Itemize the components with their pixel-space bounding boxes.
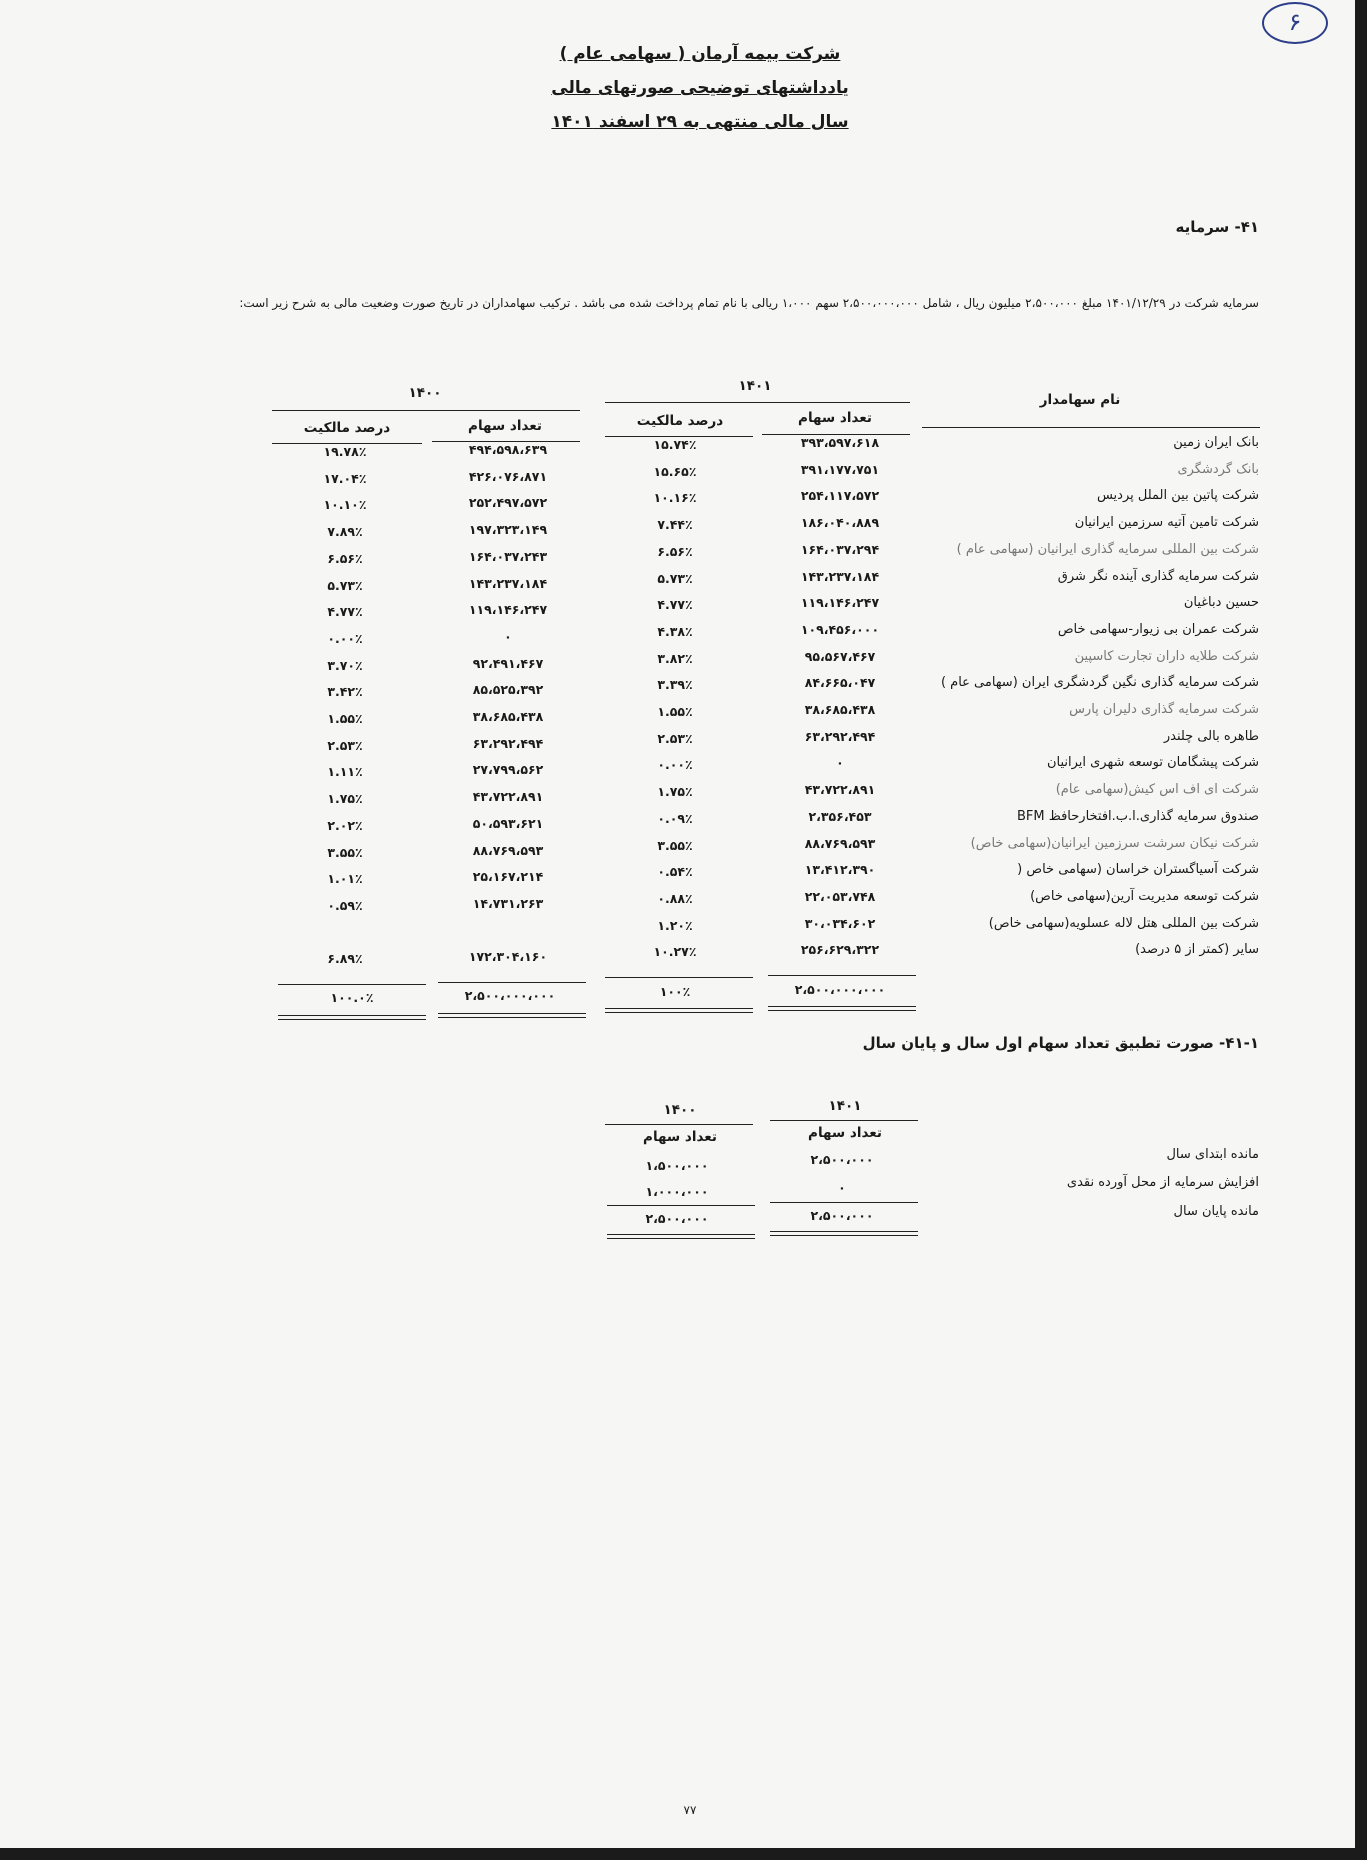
- shareholder-name: شرکت نیکان سرشت سرزمین ایرانیان(سهامی خاص): [970, 835, 1259, 851]
- shareholder-name: حسین دباغیان: [1183, 595, 1259, 611]
- percent-1400: ۱۰.۱۰٪: [323, 497, 367, 513]
- shares-1401: ۳۹۳،۵۹۷،۶۱۸: [800, 435, 880, 450]
- percent-1401: ۴.۷۷٪: [657, 597, 693, 613]
- recon-value: ۱،۵۰۰،۰۰۰: [645, 1158, 709, 1173]
- col-header-shareholder: نام سهامدار: [1039, 392, 1121, 408]
- shareholder-name: بانک گردشگری: [1177, 461, 1259, 477]
- percent-1400: ۴.۷۷٪: [327, 604, 363, 620]
- page-number-footer: ۷۷: [683, 1803, 697, 1817]
- percent-1400: ۳.۷۰٪: [327, 657, 363, 673]
- percent-1400: ۰.۰۰٪: [327, 630, 363, 646]
- recon-value: ۲،۵۰۰،۰۰۰: [810, 1152, 874, 1167]
- percent-1400: ۱.۷۵٪: [327, 791, 363, 807]
- shareholder-name: شرکت بین المللی سرمایه گذاری ایرانیان (سهامی عام ): [956, 541, 1259, 557]
- shares-1400: ۲۷،۷۹۹،۵۶۲: [472, 762, 544, 778]
- recon-row-label: افزایش سرمایه از محل آورده نقدی: [1066, 1175, 1259, 1190]
- shares-1401: ۶۳،۲۹۲،۴۹۴: [804, 728, 876, 744]
- shareholder-name: شرکت پاتین بین الملل پردیس: [1096, 488, 1259, 504]
- col-header-shares-1401: تعداد سهام: [798, 410, 872, 426]
- shareholder-name: سایر (کمتر از ۵ درصد): [1135, 942, 1259, 958]
- shares-1400: ۱۱۹،۱۴۶،۲۴۷: [468, 602, 548, 618]
- total-shares-1400: ۲،۵۰۰،۰۰۰،۰۰۰: [464, 988, 556, 1003]
- shares-1400: ۸۸،۷۶۹،۵۹۳: [472, 842, 544, 858]
- percent-1400: ۱.۰۱٪: [327, 871, 363, 887]
- shares-1400: ۹۲،۴۹۱،۴۶۷: [472, 655, 544, 671]
- shares-1401: ۳۹۱،۱۷۷،۷۵۱: [800, 461, 880, 477]
- percent-1401: ۱.۵۵٪: [657, 704, 693, 719]
- percent-1401: ۳.۳۹٪: [657, 677, 693, 693]
- shares-1401: ۱۰۹،۴۵۶،۰۰۰: [800, 621, 880, 637]
- shares-1400: ۳۸،۶۸۵،۴۳۸: [472, 709, 544, 724]
- shares-1400: ۱۶۴،۰۳۷،۲۴۳: [468, 548, 548, 564]
- shares-1401: ۲۵۴،۱۱۷،۵۷۲: [800, 488, 880, 504]
- shares-1401: ۳۸،۶۸۵،۴۳۸: [804, 702, 876, 717]
- shareholder-name: شرکت عمران بی زیوار-سهامی خاص: [1057, 621, 1259, 637]
- recon-row-label: مانده ابتدای سال: [1166, 1147, 1259, 1162]
- recon-value: ۱،۰۰۰،۰۰۰: [645, 1184, 709, 1199]
- shareholder-name: شرکت سرمایه گذاری دلیران پارس: [1069, 702, 1259, 717]
- percent-1400: ۶.۵۶٪: [327, 550, 363, 566]
- shares-1401: ۱۸۶،۰۴۰،۸۸۹: [800, 515, 880, 531]
- shares-1400: ۱۷۲،۳۰۴،۱۶۰: [468, 949, 548, 965]
- shares-1400: ۲۵۲،۴۹۷،۵۷۲: [468, 495, 548, 511]
- shareholder-name: صندوق سرمایه گذاری.ا.ب.افتخارحافظ BFM: [1016, 808, 1259, 824]
- shares-1401: ۱۱۹،۱۴۶،۲۴۷: [800, 595, 880, 611]
- shares-1401: ۱۴۳،۲۳۷،۱۸۴: [800, 568, 880, 584]
- recon-year-1400: ۱۴۰۰: [663, 1102, 697, 1118]
- percent-1400: ۰.۵۹٪: [327, 897, 363, 913]
- shares-1400: ۶۳،۲۹۲،۴۹۴: [472, 735, 544, 751]
- shares-1400: ۱۹۷،۳۲۳،۱۴۹: [468, 522, 548, 538]
- col-header-shares-1400: تعداد سهام: [468, 418, 542, 434]
- percent-1400: ۳.۵۵٪: [327, 844, 363, 860]
- shares-1400: ۱۴،۷۳۱،۲۶۳: [472, 895, 544, 911]
- recon-value: ۲،۵۰۰،۰۰۰: [810, 1208, 874, 1223]
- percent-1400: ۷.۸۹٪: [327, 524, 363, 540]
- shareholder-name: شرکت پیشگامان توسعه شهری ایرانیان: [1046, 755, 1259, 771]
- shares-1401: ۱۳،۴۱۲،۳۹۰: [804, 862, 876, 878]
- company-title: شرکت بیمه آرمان ( سهامی عام ): [559, 44, 841, 64]
- section-title: ۴۱- سرمایه: [1175, 218, 1259, 236]
- percent-1401: ۱۵.۷۴٪: [653, 437, 697, 452]
- handwritten-page-number: ۶: [1262, 2, 1328, 44]
- recon-col-shares-1400: تعداد سهام: [643, 1129, 717, 1145]
- percent-1401: ۵.۷۳٪: [657, 570, 693, 586]
- shares-1400: ۴۳،۷۲۲،۸۹۱: [472, 789, 544, 805]
- shareholder-name: شرکت سرمایه گذاری آینده نگر شرق: [1057, 568, 1259, 584]
- shareholder-name: شرکت طلایه داران تجارت کاسپین: [1074, 648, 1259, 664]
- shares-1400: ۴۹۴،۵۹۸،۶۳۹: [468, 442, 548, 457]
- percent-1401: ۳.۵۵٪: [657, 837, 693, 853]
- shareholder-name: شرکت تامین آتیه سرزمین ایرانیان: [1074, 515, 1259, 531]
- shares-1401: ۴۳،۷۲۲،۸۹۱: [804, 782, 876, 798]
- shareholder-name: بانک ایران زمین: [1173, 435, 1259, 450]
- percent-1400: ۱.۵۵٪: [327, 711, 363, 726]
- percent-1401: ۴.۳۸٪: [657, 623, 693, 639]
- percent-1400: ۱۹.۷۸٪: [323, 444, 367, 459]
- percent-1401: ۱.۲۰٪: [657, 917, 693, 933]
- recon-year-1401: ۱۴۰۱: [828, 1098, 862, 1114]
- percent-1400: ۱.۱۱٪: [327, 764, 363, 780]
- shares-1400: ۴۲۶،۰۷۶،۸۷۱: [468, 468, 548, 484]
- capital-paragraph: سرمایه شرکت در ۱۴۰۱/۱۲/۲۹ مبلغ ۲،۵۰۰،۰۰۰ میلیون ریال ، شامل ۲،۵۰۰،۰۰۰،۰۰۰ سهم ۱،۰۰۰ ریالی با نام تمام پرداخت شده می باشد . ترکیب سهامداران در تاریخ صورت وضعیت مالی به شرح زیر است:: [239, 296, 1259, 310]
- shares-1401: ۳۰،۰۳۴،۶۰۲: [804, 915, 876, 931]
- shareholder-name: شرکت آسیاگستران خراسان (سهامی خاص (: [1017, 862, 1259, 878]
- percent-1401: ۰.۰۹٪: [657, 810, 693, 826]
- total-percent-1400: ۱۰۰.۰٪: [330, 990, 374, 1005]
- col-header-percent-1401: درصد مالکیت: [636, 413, 724, 429]
- total-percent-1401: ۱۰۰٪: [659, 984, 691, 999]
- shares-1401: ۰: [836, 755, 844, 771]
- percent-1400: ۶.۸۹٪: [327, 951, 363, 967]
- notes-title: یادداشتهای توضیحی صورتهای مالی: [551, 78, 849, 98]
- percent-1400: ۲.۵۳٪: [327, 737, 363, 753]
- year-header-1400: ۱۴۰۰: [408, 385, 442, 401]
- shares-1401: ۲۵۶،۶۲۹،۳۲۲: [800, 942, 880, 958]
- col-header-percent-1400: درصد مالکیت: [303, 420, 391, 436]
- shareholder-name: شرکت بین المللی هتل لاله عسلویه(سهامی خاص): [988, 915, 1259, 931]
- shareholder-name: طاهره بالی چلندر: [1163, 728, 1259, 744]
- percent-1401: ۷.۴۴٪: [657, 517, 693, 533]
- percent-1401: ۱۵.۶۵٪: [653, 463, 697, 479]
- shares-1400: ۲۵،۱۶۷،۲۱۴: [472, 869, 544, 885]
- percent-1400: ۲.۰۲٪: [327, 817, 363, 833]
- shares-1401: ۱۶۴،۰۳۷،۲۹۴: [800, 541, 880, 557]
- year-header-1401: ۱۴۰۱: [738, 378, 772, 394]
- shares-1400: ۸۵،۵۲۵،۳۹۲: [472, 682, 544, 698]
- percent-1400: ۵.۷۳٪: [327, 577, 363, 593]
- recon-row-label: مانده پایان سال: [1173, 1204, 1259, 1219]
- shares-1401: ۹۵،۵۶۷،۴۶۷: [804, 648, 876, 664]
- shares-1401: ۲۲،۰۵۳،۷۴۸: [804, 888, 876, 904]
- percent-1401: ۱.۷۵٪: [657, 784, 693, 800]
- percent-1401: ۲.۵۳٪: [657, 730, 693, 746]
- shareholder-name: شرکت ای اف اس کیش(سهامی عام): [1055, 782, 1259, 798]
- recon-title: ۴۱-۱- صورت تطبیق تعداد سهام اول سال و پایان سال: [862, 1034, 1259, 1052]
- shareholder-name: شرکت سرمایه گذاری نگین گردشگری ایران (سهامی عام ): [940, 675, 1259, 691]
- shares-1400: ۱۴۳،۲۳۷،۱۸۴: [468, 575, 548, 591]
- percent-1401: ۰.۰۰٪: [657, 757, 693, 773]
- percent-1401: ۱۰.۲۷٪: [653, 944, 697, 960]
- percent-1401: ۳.۸۲٪: [657, 650, 693, 666]
- shares-1401: ۸۴،۶۶۵،۰۴۷: [804, 675, 876, 691]
- percent-1401: ۱۰.۱۶٪: [653, 490, 697, 506]
- recon-value: ۲،۵۰۰،۰۰۰: [645, 1211, 709, 1226]
- recon-col-shares-1401: تعداد سهام: [808, 1125, 882, 1141]
- percent-1401: ۶.۵۶٪: [657, 543, 693, 559]
- period-title: سال مالی منتهی به ۲۹ اسفند ۱۴۰۱: [551, 112, 849, 132]
- recon-value: ۰: [838, 1180, 846, 1195]
- percent-1401: ۰.۸۸٪: [657, 890, 693, 906]
- shares-1401: ۲،۳۵۶،۴۵۳: [808, 808, 872, 824]
- percent-1400: ۳.۴۲٪: [327, 684, 363, 700]
- shares-1400: ۵۰،۵۹۳،۶۲۱: [472, 815, 544, 831]
- shareholder-name: شرکت توسعه مدیریت آرین(سهامی خاص): [1030, 888, 1259, 904]
- shares-1400: ۰: [504, 628, 512, 644]
- total-shares-1401: ۲،۵۰۰،۰۰۰،۰۰۰: [794, 982, 886, 997]
- shares-1401: ۸۸،۷۶۹،۵۹۳: [804, 835, 876, 851]
- percent-1400: ۱۷.۰۴٪: [323, 470, 367, 486]
- percent-1401: ۰.۵۴٪: [657, 864, 693, 880]
